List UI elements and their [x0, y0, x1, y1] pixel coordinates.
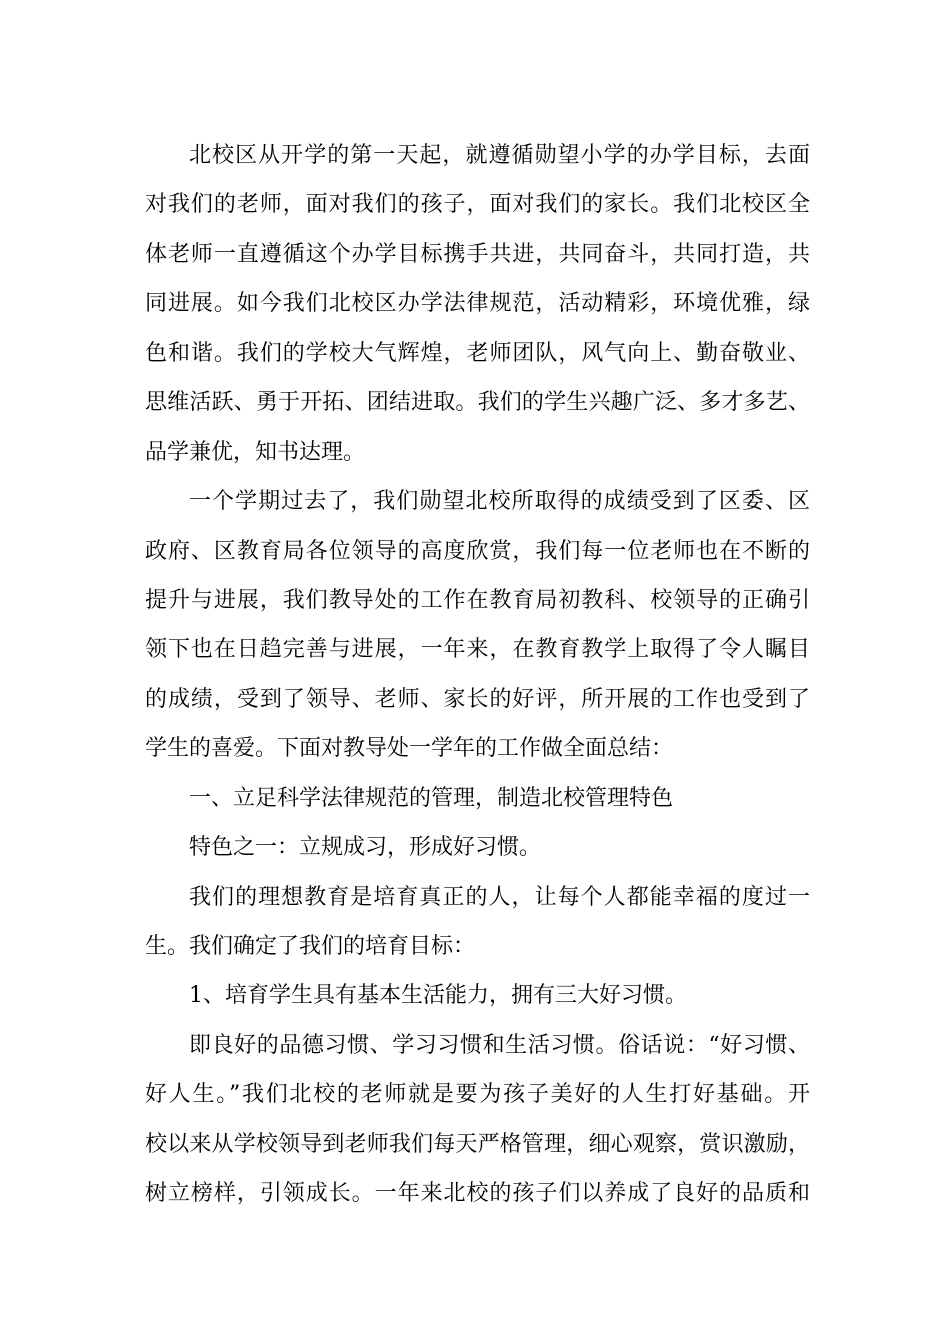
paragraph-line: 色和谐。我们的学校大气辉煌，老师团队，风气向上、勤奋敬业、 [145, 340, 810, 366]
paragraph-line: 体老师一直遵循这个办学目标携手共进，共同奋斗，共同打造，共 [145, 241, 810, 267]
paragraph-line: 即良好的品德习惯、学习习惯和生活习惯。俗话说：“好习惯、 [189, 1032, 810, 1058]
paragraph-line: 校以来从学校领导到老师我们每天严格管理，细心观察，赏识激励， [145, 1131, 810, 1157]
paragraph-line: 树立榜样，引领成长。一年来北校的孩子们以养成了良好的品质和 [145, 1181, 810, 1207]
subsection-heading: 特色之一：立规成习，形成好习惯。 [189, 835, 542, 861]
paragraph-line: 政府、区教育局各位领导的高度欣赏，我们每一位老师也在不断的 [145, 538, 810, 564]
paragraph-line: 学生的喜爱。下面对教导处一学年的工作做全面总结： [145, 736, 674, 762]
paragraph-line: 同进展。如今我们北校区办学法律规范，活动精彩，环境优雅，绿 [145, 291, 810, 317]
paragraph-line: 的成绩，受到了领导、老师、家长的好评，所开展的工作也受到了 [145, 686, 810, 712]
document-body [145, 131, 810, 1219]
paragraph-line: 思维活跃、勇于开拓、团结进取。我们的学生兴趣广泛、多才多艺、 [145, 390, 810, 416]
paragraph-line: 对我们的老师，面对我们的孩子，面对我们的家长。我们北校区全 [145, 192, 810, 218]
paragraph-line: 生。我们确定了我们的培育目标： [145, 934, 476, 959]
paragraph-line: 品学兼优，知书达理。 [145, 439, 366, 465]
section-heading: 一、立足科学法律规范的管理，制造北校管理特色 [189, 785, 674, 811]
paragraph-line: 好人生。”我们北校的老师就是要为孩子美好的人生打好基础。开 [145, 1082, 810, 1108]
paragraph-line: 一个学期过去了，我们勋望北校所取得的成绩受到了区委、区 [189, 489, 810, 515]
list-item: 1、培育学生具有基本生活能力，拥有三大好习惯。 [189, 983, 687, 1009]
paragraph-line: 领下也在日趋完善与进展，一年来，在教育教学上取得了令人瞩目 [145, 637, 810, 663]
paragraph-line: 提升与进展，我们教导处的工作在教育局初教科、校领导的正确引 [145, 587, 810, 613]
paragraph-line: 北校区从开学的第一天起，就遵循勋望小学的办学目标，去面 [189, 143, 810, 168]
paragraph-line: 我们的理想教育是培育真正的人，让每个人都能幸福的度过一 [189, 884, 810, 910]
